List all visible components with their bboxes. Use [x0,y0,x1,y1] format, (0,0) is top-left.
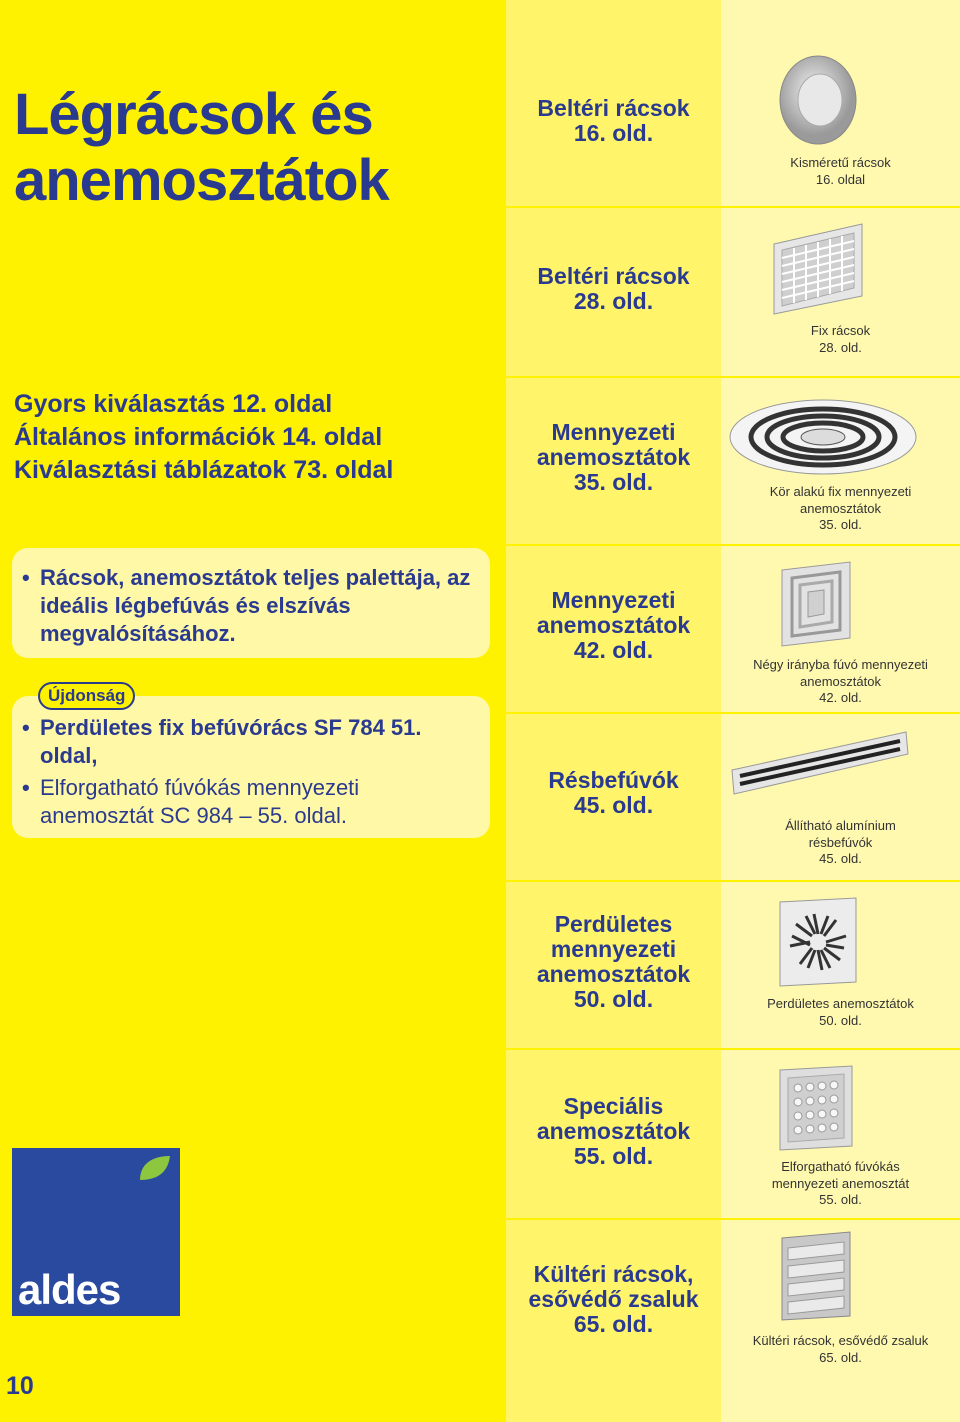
news-box [12,696,490,838]
aldes-logo [12,1148,180,1316]
new-badge: Újdonság [38,682,135,710]
page-title: Légrácsok és anemosztátok [14,82,389,213]
section-title[interactable]: Mennyezeti anemosztátok 35. old. [536,419,691,495]
bullet-icon: • [22,775,30,800]
section-title[interactable]: Speciális anemosztátok 55. old. [536,1093,691,1169]
quick-link[interactable]: Kiválasztási táblázatok 73. oldal [14,456,394,484]
row-divider [506,206,960,208]
section-title[interactable]: Mennyezeti anemosztátok 42. old. [536,587,691,663]
section-title[interactable]: Beltéri rácsok 28. old. [537,263,690,314]
product-caption: Kör alakú fix mennyezeti anemosztátok 35. old. [769,484,912,532]
product-caption: Elforgatható fúvókás mennyezeti anemosztát 55. old. [771,1159,910,1207]
product-caption: Perdületes anemosztátok 50. old. [767,996,914,1028]
row-divider [506,376,960,378]
info-text: Rácsok, anemosztátok teljes palettája, az ideális légbefúvás és elszívás megvalósításához. [40,565,471,646]
middle-column [506,0,721,1422]
square-diffuser-icon [778,560,854,648]
product-caption: Négy irányba fúvó mennyezeti anemosztátok 42. old. [753,657,928,705]
product-caption: Fix rácsok 28. old. [810,323,871,355]
section-title[interactable]: Beltéri rácsok 16. old. [537,95,690,146]
round-diffuser-icon [728,398,918,476]
row-divider [506,1048,960,1050]
section-title[interactable]: Résbefúvók 45. old. [548,767,679,818]
quick-link[interactable]: Gyors kiválasztás 12. oldal [14,390,333,418]
section-title[interactable]: Kültéri rácsok, esővédő zsaluk 65. old. [528,1261,699,1337]
row-divider [506,1218,960,1220]
round-valve-icon [778,54,858,146]
right-column [721,0,960,1422]
page-number: 10 [6,1372,34,1400]
section-title[interactable]: Perdületes mennyezeti anemosztátok 50. old. [536,911,691,1012]
logo-text: aldes [18,1266,121,1313]
row-divider [506,712,960,714]
product-caption: Kültéri rácsok, esővédő zsaluk 65. old. [752,1333,929,1365]
quick-links [14,388,494,487]
bullet-icon: • [22,565,30,590]
row-divider [506,544,960,546]
product-caption: Állítható alumínium résbefúvók 45. old. [785,818,896,866]
info-box [12,548,490,658]
leaf-icon [138,1154,172,1182]
slot-diffuser-icon [730,728,910,798]
news-item[interactable]: Perdületes fix befúvórács SF 784 51. oldal, [40,715,422,768]
louver-icon [778,1230,854,1322]
bullet-icon: • [22,715,30,740]
product-caption: Kisméretű rácsok 16. oldal [790,155,891,187]
quick-link[interactable]: Általános információk 14. oldal [14,423,383,451]
swirl-diffuser-icon [776,896,860,988]
fixed-grille-icon [770,220,866,316]
news-item[interactable]: Elforgatható fúvókás mennyezeti anemosztát SC 984 – 55. oldal. [40,775,360,828]
nozzle-diffuser-icon [776,1064,856,1152]
row-divider [506,880,960,882]
